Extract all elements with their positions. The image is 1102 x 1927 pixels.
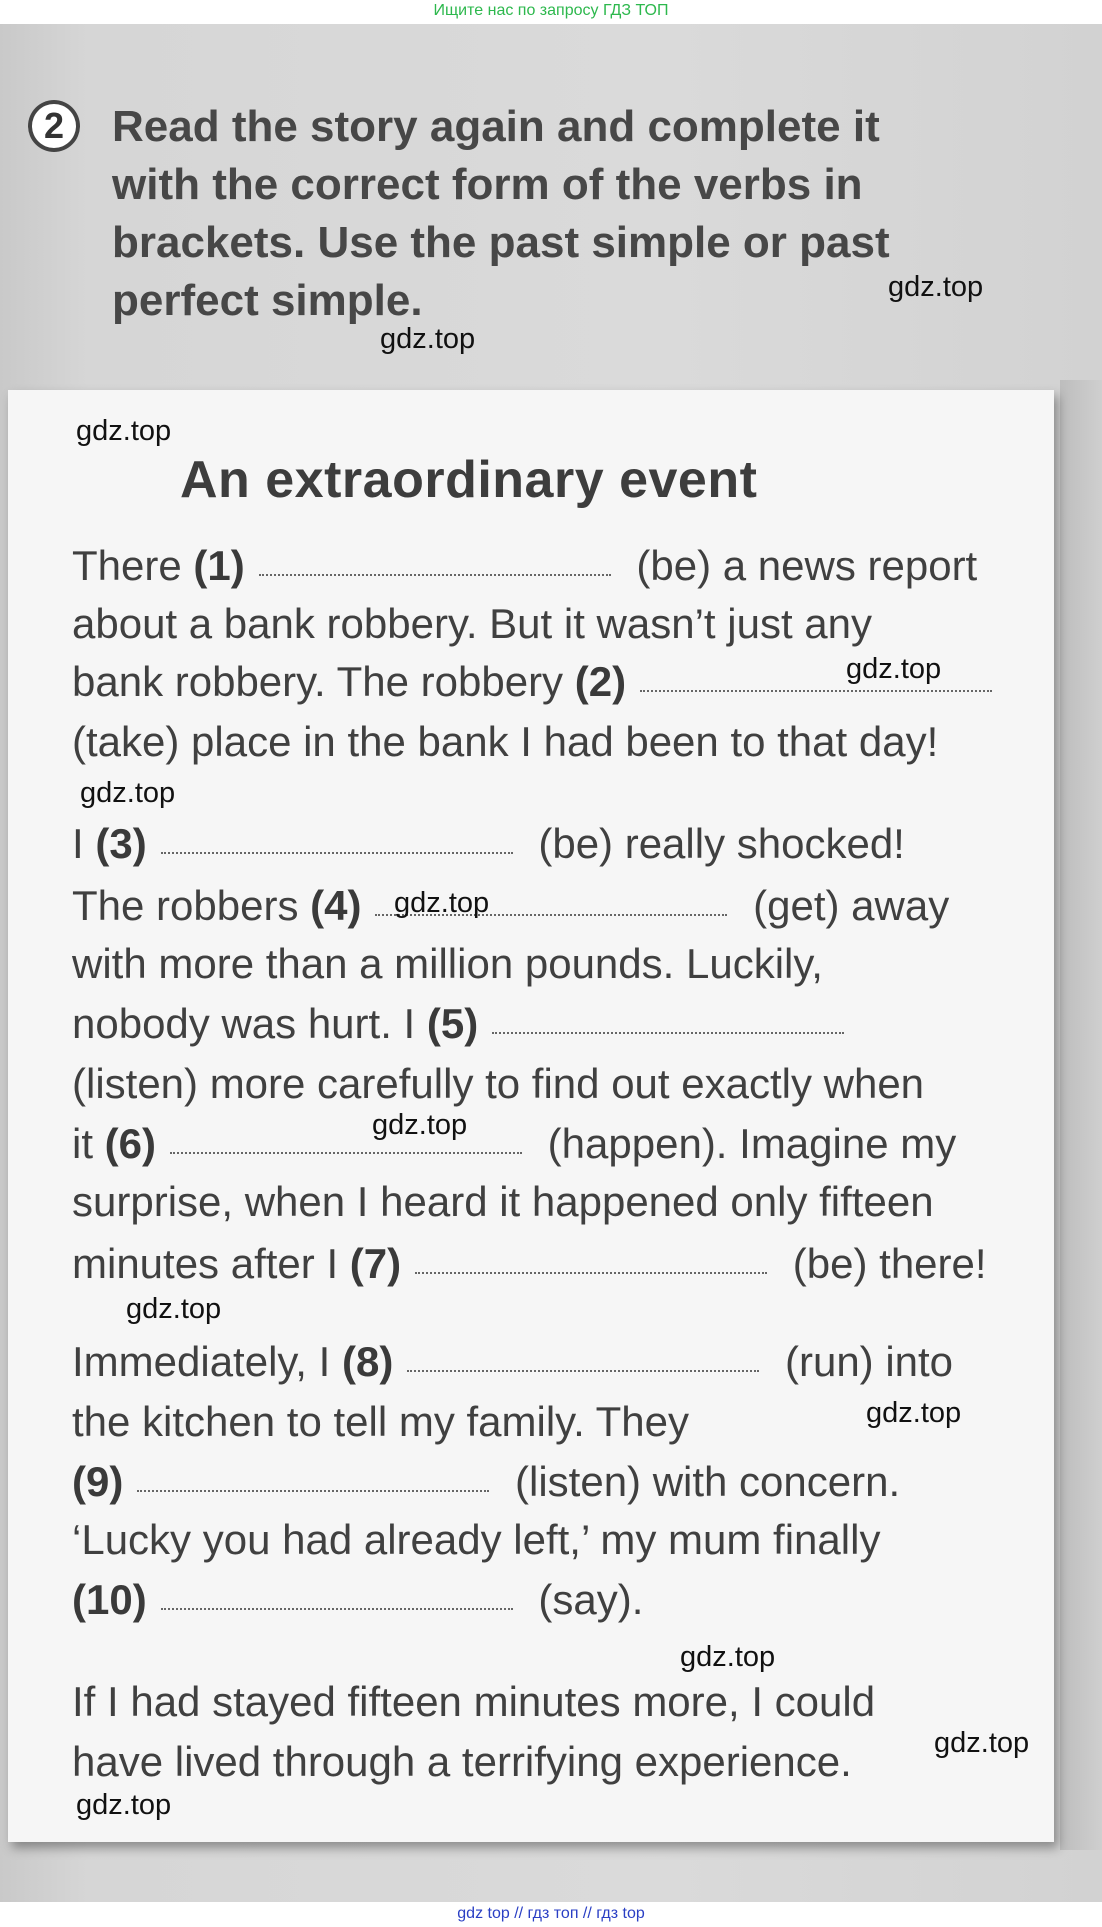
watermark: gdz.top bbox=[680, 1641, 776, 1673]
answer-gap[interactable] bbox=[170, 1149, 522, 1154]
watermark: gdz.top bbox=[80, 777, 176, 809]
watermark: gdz.top bbox=[380, 323, 476, 355]
answer-gap[interactable] bbox=[161, 849, 513, 854]
story-line: (9) (listen) with concern. bbox=[72, 1458, 901, 1505]
story-line: with more than a million pounds. Luckily, bbox=[72, 940, 823, 987]
task-number-badge: 2 bbox=[28, 100, 80, 152]
watermark: gdz.top bbox=[76, 1789, 172, 1821]
bottom-banner[interactable]: gdz top // гдз топ // гдз top bbox=[0, 1902, 1102, 1927]
gap-number: (10) bbox=[72, 1576, 147, 1623]
watermark: gdz.top bbox=[394, 887, 490, 919]
story-line: I (3) (be) really shocked! bbox=[72, 820, 905, 867]
watermark: gdz.top bbox=[888, 271, 984, 303]
story-line: The robbers (4) (get) away bbox=[72, 882, 950, 929]
story-title: An extraordinary event bbox=[180, 451, 758, 509]
story-line: surprise, when I heard it happened only fifteen bbox=[72, 1178, 934, 1225]
task-instruction: Read the story again and complete it with the correct form of the verbs in brackets. Use the past simple or past perfect simple. bbox=[112, 102, 890, 325]
story-line: bank robbery. The robbery (2) bbox=[72, 656, 1006, 708]
watermark: gdz.top bbox=[866, 1397, 962, 1429]
story-line: (take) place in the bank I had been to that day! bbox=[72, 718, 939, 765]
story-line: (10) (say). bbox=[72, 1576, 644, 1623]
gap-number: (1) bbox=[193, 542, 245, 589]
card-edge-shadow bbox=[1060, 380, 1102, 1850]
gap-number: (6) bbox=[104, 1120, 157, 1167]
story-line: (listen) more carefully to find out exactly when bbox=[72, 1060, 925, 1107]
watermark: gdz.top bbox=[76, 415, 172, 447]
answer-gap[interactable] bbox=[640, 687, 992, 692]
watermark: gdz.top bbox=[934, 1727, 1030, 1759]
story-line: Immediately, I (8) (run) into bbox=[72, 1338, 954, 1385]
gap-number: (9) bbox=[72, 1458, 124, 1505]
gap-number: (4) bbox=[310, 882, 362, 929]
watermark: gdz.top bbox=[372, 1109, 468, 1141]
story-line: There (1) (be) a news report bbox=[72, 542, 978, 589]
story-line: it (6) (happen). Imagine my bbox=[72, 1120, 957, 1167]
story-line: If I had stayed fifteen minutes more, I could bbox=[72, 1678, 876, 1725]
watermark: gdz.top bbox=[846, 653, 942, 685]
story-line: about a bank robbery. But it wasn’t just any bbox=[72, 600, 873, 647]
story-line: nobody was hurt. I (5) bbox=[72, 998, 858, 1050]
gap-number: (2) bbox=[574, 658, 627, 705]
answer-gap[interactable] bbox=[259, 571, 611, 576]
gap-number: (8) bbox=[341, 1338, 394, 1385]
gap-number: (7) bbox=[349, 1240, 402, 1287]
answer-gap[interactable] bbox=[492, 1029, 844, 1034]
answer-gap[interactable] bbox=[415, 1269, 767, 1274]
story-line: ‘Lucky you had already left,’ my mum finally bbox=[72, 1516, 881, 1563]
story-line: the kitchen to tell my family. They bbox=[72, 1398, 690, 1445]
story-line: have lived through a terrifying experience. bbox=[72, 1738, 852, 1785]
gap-number: (5) bbox=[426, 1000, 479, 1047]
answer-gap[interactable] bbox=[161, 1605, 513, 1610]
story-line: minutes after I (7) (be) there! bbox=[72, 1240, 987, 1287]
watermark: gdz.top bbox=[126, 1293, 222, 1325]
gap-number: (3) bbox=[95, 820, 147, 867]
answer-gap[interactable] bbox=[137, 1487, 489, 1492]
answer-gap[interactable] bbox=[407, 1367, 759, 1372]
top-banner[interactable]: Ищите нас по запросу ГДЗ ТОП bbox=[0, 0, 1102, 24]
